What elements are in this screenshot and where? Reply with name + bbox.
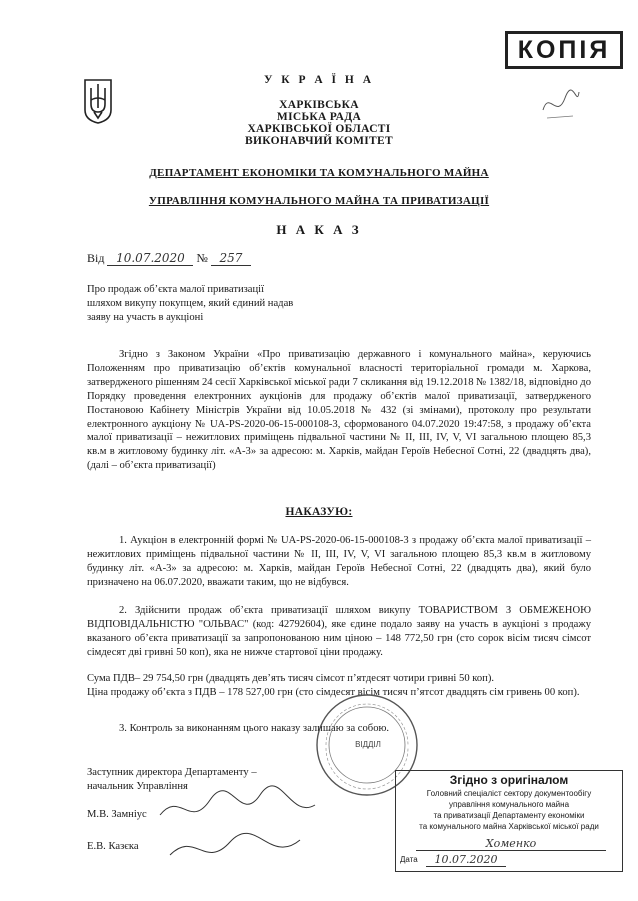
council-line-2: МІСЬКА РАДА — [276, 111, 362, 123]
price-with-vat: Ціна продажу об’єкта з ПДВ – 178 527,00 грн (сто сімдесят вісім тисяч п’ятсот двадцять сім гривень 00 коп). — [87, 687, 580, 698]
order-date-number — [87, 251, 287, 269]
executor-name: Е.В. Казєка — [87, 841, 139, 852]
order-heading: НАКАЗУЮ: — [285, 506, 353, 518]
directorate-heading: УПРАВЛІННЯ КОМУНАЛЬНОГО МАЙНА ТА ПРИВАТИЗАЦІЇ — [148, 195, 490, 207]
order-item-2: 2. Здійснити продаж об’єкта приватизації шляхом викупу ТОВАРИСТВОМ З ОБМЕЖЕНОЮ ВІДПОВІДАЛЬНІСТЮ "ОЛЬВАС" (код: 42792604), яке єдине подало заяву на участь в аукціоні з продажу вказаного об’єкта приватизації за запропонованою ним ціною – 148 772,50 грн (сто сорок вісім тисяч сімсот сімдесят дві гривні 50 коп), яка не нижче стартової ціни продажу. — [87, 605, 591, 658]
certification-stamp — [395, 770, 623, 872]
deputy-title-line-2: начальник Управління — [87, 780, 188, 792]
certification-date-label: Дата — [400, 855, 418, 864]
subject-line-2: шляхом викупу покупцем, який єдиний надав — [87, 297, 294, 309]
deputy-name: М.В. Замніус — [87, 809, 147, 820]
certification-line-1: Головний спеціаліст сектору документообігу — [426, 789, 592, 798]
subject-line-3: заяву на участь в аукціоні — [87, 311, 204, 323]
order-item-1: 1. Аукціон в електронній формі № UA-PS-2020-06-15-000108-3 з продажу об’єкта малої приватизації – нежитлових приміщень підвальної частини № ІІ, ІІІ, ІV, V, VІ загальною площею 85,3 кв.м в житловому будинку літ. «А-3» за адресою: м. Харків, майдан Героїв Небесної Сотні, 22 (двадцять два), який було призначено на 06.07.2020, вважати таким, що не відбувся. — [87, 535, 591, 588]
order-date: 10.07.2020 — [107, 251, 193, 266]
subject-line-1: Про продаж об’єкта малої приватизації — [87, 284, 265, 295]
certification-line-4: та комунального майна Харківської міської ради — [419, 822, 599, 831]
council-line-1: ХАРКІВСЬКА — [279, 99, 359, 111]
certification-title: Згідно з оригіналом — [449, 773, 569, 787]
seal-text: ВІДДІЛ — [355, 740, 381, 749]
from-label: Від — [87, 251, 105, 265]
country-heading: У К Р А Ї Н А — [263, 74, 375, 86]
department-heading: ДЕПАРТАМЕНТ ЕКОНОМІКИ ТА КОМУНАЛЬНОГО МАЙНА — [149, 167, 489, 179]
certification-line-3: та приватизації Департаменту економіки — [433, 811, 585, 820]
order-number: 257 — [211, 251, 251, 266]
certification-signature: Хоменко — [416, 837, 606, 851]
order-item-3: 3. Контроль за виконанням цього наказу залишаю за собою. — [119, 723, 390, 734]
vat-amount: Сума ПДВ– 29 754,50 грн (двадцять дев’ять тисяч сімсот п’ятдесят чотири гривні 50 коп). — [87, 673, 495, 684]
certification-date: 10.07.2020 — [426, 853, 506, 867]
preamble-paragraph: Згідно з Законом України «Про приватизацію державного і комунального майна», керуючись Положенням про приватизацію об’єктів комунальної власності територіальної громади м. Харкова, затвердженого рішенням 24 сесії Харківської міської ради 7 скликання від 19.12.2018 № 1382/18, відповідно до Порядку проведення електронних аукціонів для продажу об’єктів малої приватизації, затвердженого Постановою Кабінету Міністрів України від 10.05.2018 № 432 (зі змінами), протоколу про результати електронного аукціону № UA-PS-2020-06-15-000108-3, сформованого 04.07.2020 19:47:58, з продажу об’єкта малої приватизації – нежитлових приміщень підвальної частини № ІІ, ІІІ, ІV, V, VІ загальною площею 85,3 кв.м в житловому будинку літ. «А-3» за адресою: м. Харків, майдан Героїв Небесної Сотні, 22 (двадцять два), (далі – об’єкта приватизації) — [87, 349, 591, 472]
order-subject — [87, 283, 347, 325]
copy-stamp: КОПІЯ — [505, 31, 623, 69]
number-label: № — [196, 251, 208, 265]
council-line-3: ХАРКІВСЬКОЇ ОБЛАСТІ — [247, 123, 391, 135]
document-type: Н А К А З — [276, 222, 362, 237]
certification-line-2: управління комунального майна — [448, 800, 570, 809]
deputy-title-line-1: Заступник директора Департаменту – — [87, 767, 257, 778]
council-line-4: ВИКОНАВЧИЙ КОМІТЕТ — [245, 135, 393, 147]
